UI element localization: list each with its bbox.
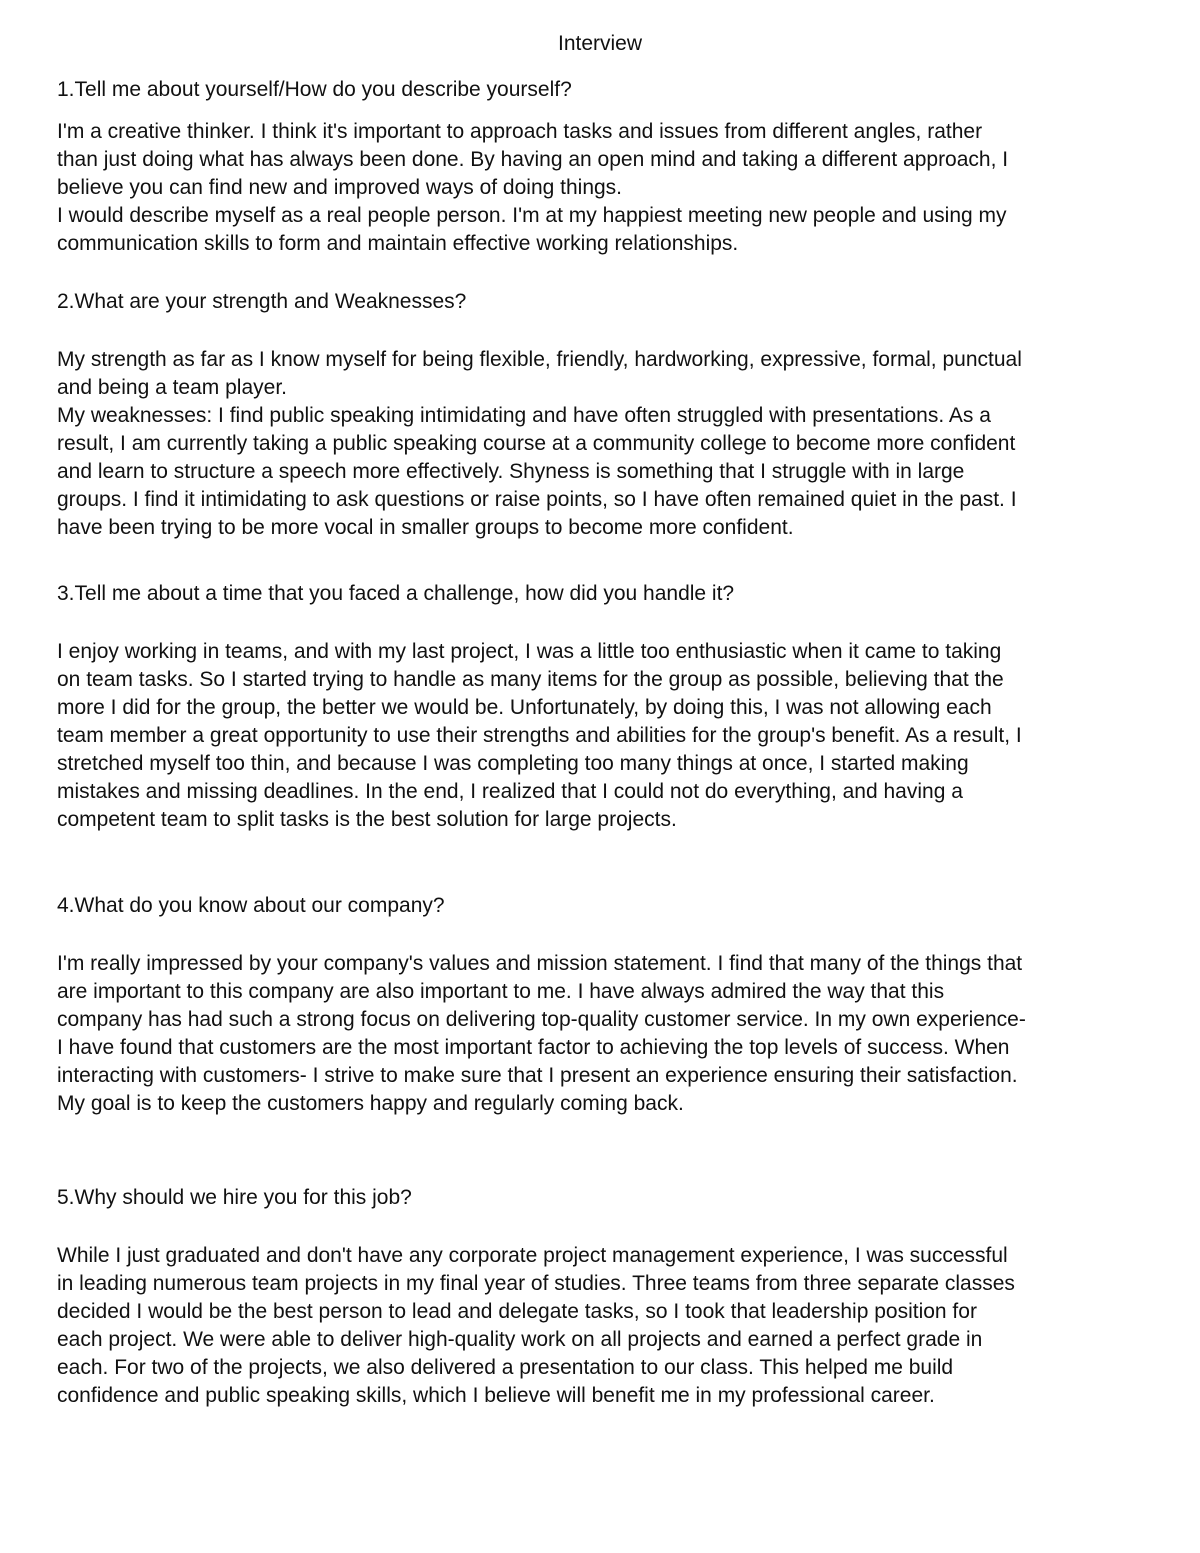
document-title: Interview: [557, 32, 643, 55]
answer-4: I'm really impressed by your company's values and mission statement. I find that many of the things that are important to this company are also important to me. I have always admired the way that this company has had such a strong focus on delivering top-quality customer service. In my own experience- I have found that customers are the most important factor to achieving the top levels of success. When interacting with customers- I strive to make sure that I present an experience ensuring their satisfaction. My goal is to keep the customers happy and regularly coming back.: [57, 952, 1026, 1115]
answer-2: My strength as far as I know myself for being flexible, friendly, hardworking, expressive, formal, punctual and being a team player. My weaknesses: I find public speaking intimidating and have often struggled with presentations. As a result, I am currently taking a public speaking course at a community college to become more confident and learn to structure a speech more effectively. Shyness is something that I struggle with in large groups. I find it intimidating to ask questions or raise points, so I have often remained quiet in the past. I have been trying to be more vocal in smaller groups to become more confident.: [57, 348, 1022, 539]
answer-5: While I just graduated and don't have any corporate project management experience, I was successful in leading numerous team projects in my final year of studies. Three teams from three separate classes decided I would be the best person to lead and delegate tasks, so I took that leadership position for each project. We were able to deliver high-quality work on all projects and earned a perfect grade in each. For two of the projects, we also delivered a presentation to our class. This helped me build confidence and public speaking skills, which I believe will benefit me in my professional career.: [57, 1244, 1015, 1407]
question-5: 5.Why should we hire you for this job?: [57, 1186, 412, 1209]
answer-3: I enjoy working in teams, and with my last project, I was a little too enthusiastic when it came to taking on team tasks. So I started trying to handle as many items for the group as possible, believing that the more I did for the group, the better we would be. Unfortunately, by doing this, I was not allowing each team member a great opportunity to use their strengths and abilities for the group's benefit. As a result, I stretched myself too thin, and because I was completing too many things at once, I started making mistakes and missing deadlines. In the end, I realized that I could not do everything, and having a competent team to split tasks is the best solution for large projects.: [57, 640, 1022, 831]
question-2: 2.What are your strength and Weaknesses?: [57, 290, 467, 313]
question-4: 4.What do you know about our company?: [57, 894, 445, 917]
question-1: 1.Tell me about yourself/How do you describe yourself?: [57, 78, 572, 101]
question-3: 3.Tell me about a time that you faced a challenge, how did you handle it?: [57, 582, 735, 605]
answer-1: I'm a creative thinker. I think it's important to approach tasks and issues from different angles, rather than just doing what has always been done. By having an open mind and taking a different approach, I believe you can find new and improved ways of doing things. I would describe myself as a real people person. I'm at my happiest meeting new people and using my communication skills to form and maintain effective working relationships.: [57, 120, 1009, 255]
